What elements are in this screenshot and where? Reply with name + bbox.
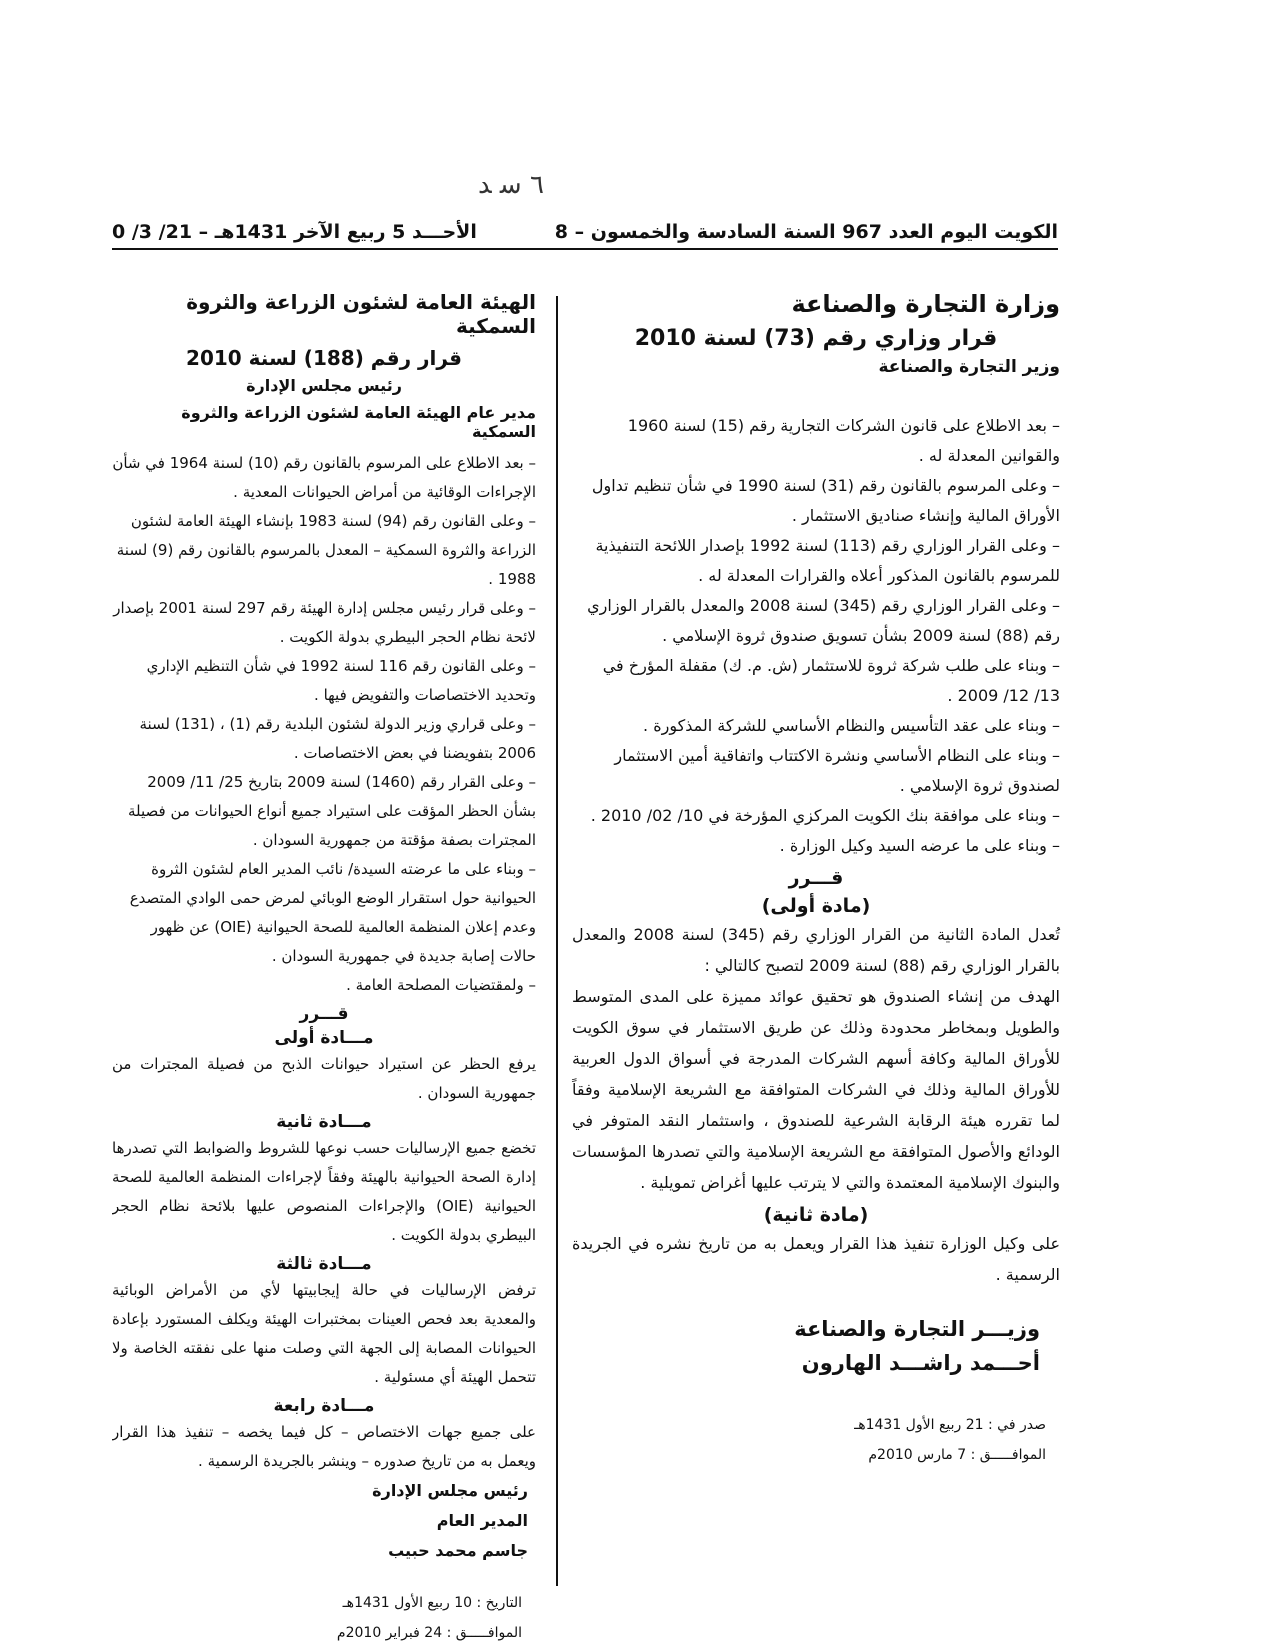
article-2-title: (مادة ثانية) [763, 1204, 869, 1226]
left-article-3-title: مـــادة ثالثة [276, 1254, 372, 1274]
preamble-item: – وبناء على النظام الأساسي ونشرة الاكتتاب واتفاقية أمين الاستثمار لصندوق ثروة الإسلامي . [614, 746, 1060, 795]
decree-title: قرار وزاري رقم (73) لسنة 2010 [634, 326, 998, 351]
corresponding-date: الموافـــــق : 7 مارس 2010م [868, 1447, 1046, 1463]
left-article-1-text: يرفع الحظر عن استيراد حيوانات الذبح من فصيلة المجترات من جمهورية السودان . [112, 1055, 536, 1102]
article-1-title: (مادة أولى) [761, 895, 871, 917]
left-article-4-text: على جميع جهات الاختصاص – كل فيما يخصه – تنفيذ هذا القرار ويعمل به من تاريخ صدوره – وينشر بالجريدة الرسمية . [112, 1423, 536, 1470]
left-article-4-title: مـــادة رابعة [273, 1396, 375, 1416]
article-1-text: تُعدل المادة الثانية من القرار الوزاري رقم (345) لسنة 2008 والمعدل بالقرار الوزاري رقم (88) لسنة 2009 لتصبح كالتالي : [572, 925, 1061, 975]
signature-title: وزيـــر التجارة والصناعة [794, 1317, 1040, 1341]
preamble-item: – وعلى القرار الوزاري رقم (113) لسنة 1992 بإصدار اللائحة التنفيذية للمرسوم بالقانون المذكور أعلاه والقرارات المعدلة له . [595, 536, 1060, 585]
preamble-item: – وعلى قرار رئيس مجلس إدارة الهيئة رقم 297 لسنة 2001 بإصدار لائحة نظام الحجر البيطري بدولة الكويت . [113, 599, 536, 646]
left-decided-heading: قـــرر [299, 1004, 349, 1024]
authority-title: الهيئة العامة لشئون الزراعة والثروة السمكية [186, 290, 536, 338]
ministry-title: وزارة التجارة والصناعة [791, 290, 1060, 318]
issued-date: صدر في : 21 ربيع الأول 1431هـ [854, 1417, 1046, 1433]
preamble-item: – وبناء على موافقة بنك الكويت المركزي المؤرخة في 10/ 02/ 2010 . [590, 806, 1060, 825]
preamble-item: – ولمقتضيات المصلحة العامة . [346, 976, 536, 994]
article-1-body: الهدف من إنشاء الصندوق هو تحقيق عوائد مميزة على المدى المتوسط والطويل وبمخاطر محدودة وذلك عن طريق الاستثمار في سوق الكويت للأوراق المالية وكافة أسهم الشركات المدرجة في أسواق الدول العربية للأوراق المالية وذلك في الشركات المتوافقة مع الشريعة الإسلامية وفقاً لما تقرره هيئة الرقابة الشرعية للصندوق ، واستثمار النقد المتوفر في الودائع والأصول المتوافقة مع الشريعة الإسلامية والتي تصدرها المؤسسات والبنوك الإسلامية المعتمدة والتي لا يترتب عليها أغراض تمويلية . [572, 987, 1060, 1192]
preamble-item: – وبناء على ما عرضه السيد وكيل الوزارة . [779, 836, 1060, 855]
preamble-item: – وبناء على طلب شركة ثروة للاستثمار (ش. م. ك) مقفلة المؤرخ في 13/ 12/ 2009 . [602, 656, 1060, 705]
left-preamble-list [112, 449, 536, 1000]
left-article-2-text: تخضع جميع الإرساليات حسب نوعها للشروط والضوابط التي تصدرها إدارة الصحة الحيوانية بالهيئة وفقاً لإجراءات المنظمة العالمية للصحة الحيوانية (OIE) والإجراءات المنصوص عليها بلائحة نظام الحجر البيطري بدولة الكويت . [112, 1139, 536, 1244]
left-column [112, 290, 536, 1648]
preamble-item: – وعلى القانون رقم 116 لسنة 1992 في شأن التنظيم الإداري وتحديد الاختصاصات والتفويض فيها . [146, 657, 536, 704]
article-2-text: على وكيل الوزارة تنفيذ هذا القرار ويعمل به من تاريخ نشره في الجريدة الرسمية . [572, 1234, 1060, 1284]
left-decree-title: قرار رقم (188) لسنة 2010 [186, 346, 462, 370]
preamble-item: – وعلى القرار رقم (1460) لسنة 2009 بتاريخ 25/ 11/ 2009 بشأن الحظر المؤقت على استيراد جميع أنواع الحيوانات من فصيلة المجترات بصفة مؤقتة من جمهورية السودان . [127, 773, 536, 849]
left-article-2-title: مـــادة ثانية [276, 1112, 372, 1132]
left-issue-dates [112, 1588, 536, 1648]
column-divider [556, 296, 558, 1586]
left-sig-name: جاسم محمد حبيب [388, 1541, 528, 1560]
left-sig-director: المدير العام [436, 1511, 528, 1530]
preamble-item: – وعلى القانون رقم (94) لسنة 1983 بإنشاء الهيئة العامة لشئون الزراعة والثروة السمكية – المعدل بالمرسوم بالقانون رقم (9) لسنة 1988 . [116, 512, 536, 588]
preamble-item: – وعلى القرار الوزاري رقم (345) لسنة 2008 والمعدل بالقرار الوزاري رقم (88) لسنة 2009 بشأن تسويق صندوق ثروة الإسلامي . [587, 596, 1060, 645]
preamble-item: – بعد الاطلاع على المرسوم بالقانون رقم (10) لسنة 1964 في شأن الإجراءات الوقائية من أمراض الحيوانات المعدية . [112, 454, 536, 501]
left-corresponding-date: الموافـــــق : 24 فبراير 2010م [336, 1625, 522, 1641]
left-article-1-title: مـــادة أولى [274, 1028, 374, 1048]
signature-name: أحـــمد راشـــد الهارون [801, 1351, 1040, 1375]
header-issue: الكويت اليوم العدد 967 السنة السادسة والخمسون – 8 [554, 221, 1058, 243]
top-handwritten-mark: ٦ ﺳ ﺪ [478, 170, 544, 200]
preamble-list [572, 411, 1060, 861]
chairman-line: رئيس مجلس الإدارة [246, 376, 402, 395]
minister-line: وزير التجارة والصناعة [878, 357, 1060, 377]
header-date: الأحـــد 5 ربيع الآخر 1431هـ – 21/ 3/ 0 [112, 221, 477, 243]
decided-heading: قـــرر [788, 867, 844, 889]
left-article-3-text: ترفض الإرساليات في حالة إيجابيتها لأي من الأمراض الوبائية والمعدية بعد فحص العينات بمختبرات الهيئة ويكلف المستورد بإعادة الحيوانات المصابة إلى الجهة التي وصلت منها على نفقته الخاصة ولا تتحمل الهيئة أي مسئولية . [112, 1281, 536, 1386]
preamble-item: – وبناء على ما عرضته السيدة/ نائب المدير العام لشئون الثروة الحيوانية حول استقرار الوضع الوبائي لمرض حمى الوادي المتصدع وعدم إعلان المنظمة العالمية للصحة الحيوانية (OIE) عن ظهور حالات إصابة جديدة في جمهورية السودان . [129, 860, 536, 965]
director-line: مدير عام الهيئة العامة لشئون الزراعة والثروة السمكية [181, 403, 536, 441]
preamble-item: – وبناء على عقد التأسيس والنظام الأساسي للشركة المذكورة . [643, 716, 1060, 735]
issue-dates [572, 1410, 1060, 1470]
preamble-item: – وعلى قراري وزير الدولة لشئون البلدية رقم (1) ، (131) لسنة 2006 بتفويضنا في بعض الاختصاصات . [139, 715, 536, 762]
preamble-item: – وعلى المرسوم بالقانون رقم (31) لسنة 1990 في شأن تنظيم تداول الأوراق المالية وإنشاء صناديق الاستثمار . [591, 476, 1060, 525]
left-sig-chairman: رئيس مجلس الإدارة [372, 1481, 528, 1500]
page-header [112, 216, 1058, 250]
left-date: التاريخ : 10 ربيع الأول 1431هـ [342, 1595, 522, 1611]
preamble-item: – بعد الاطلاع على قانون الشركات التجارية رقم (15) لسنة 1960 والقوانين المعدلة له . [627, 416, 1060, 465]
right-column [572, 290, 1060, 1470]
